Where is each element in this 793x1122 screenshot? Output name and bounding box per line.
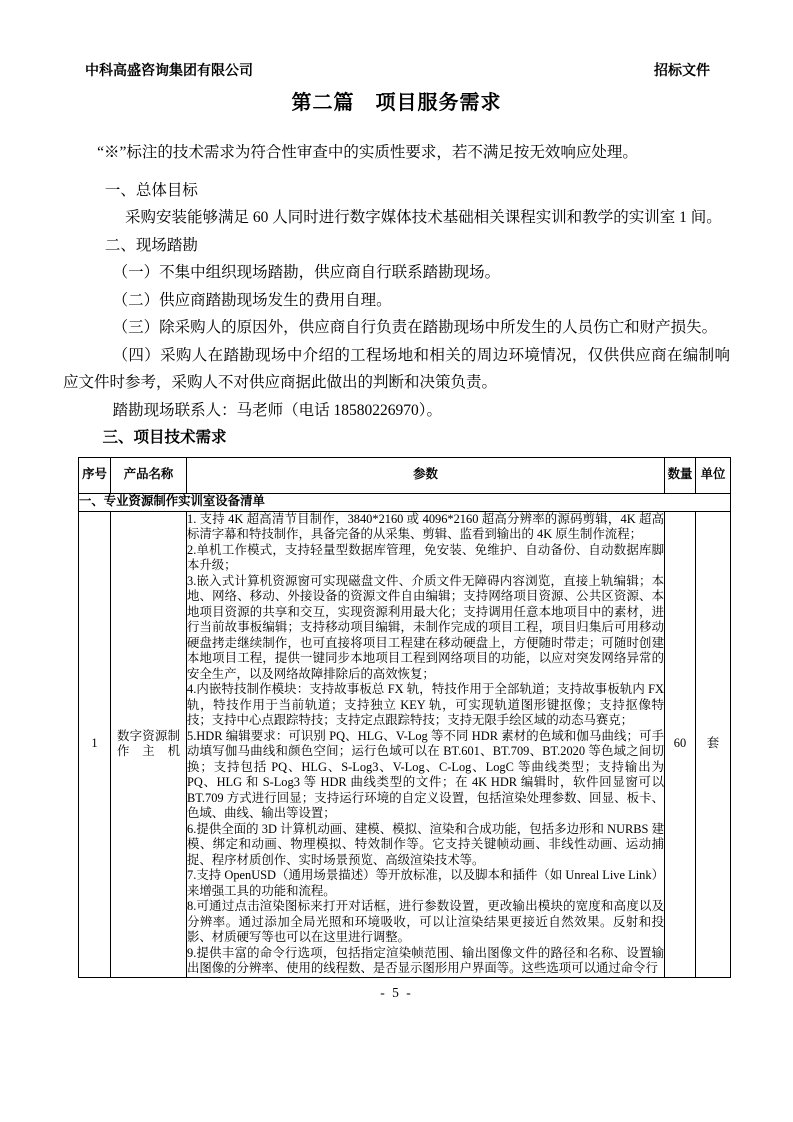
param-item-9: 9.提供丰富的命令行选项，包括指定渲染帧范围、输出图像文件的路径和名称、设置输出图像的分辨率、使用的线程数、是否显示图形用户界面等。这些选项可以通过命令行 (187, 945, 664, 975)
site-survey-contact: 踏勘现场联系人：马老师（电话 18580226970）。 (112, 401, 442, 419)
param-item-1: 1. 支持 4K 超高清节目制作，3840*2160 或 4096*2160 超高分辨率的源码剪辑，4K 超高标清字幕和特技制作，具备完备的从采集、剪辑、监看到输出的 4K 原生制作流程； (187, 511, 664, 541)
row-no: 1 (79, 511, 111, 977)
section-2-heading: 二、现场踏勘 (104, 236, 198, 254)
table-section-label: 一、专业资源制作实训室设备清单 (79, 493, 731, 511)
header-company: 中科高盛咨询集团有限公司 (85, 64, 253, 79)
section-2-item-1: （一）不集中组织现场踏勘，供应商自行联系踏勘现场。 (112, 264, 501, 281)
section-1-heading: 一、总体目标 (104, 181, 198, 199)
col-header-unit: 单位 (696, 457, 731, 493)
requirements-table (78, 457, 731, 978)
section-3-heading: 三、项目技术需求 (102, 429, 227, 446)
col-header-qty: 数量 (665, 457, 696, 493)
col-header-no: 序号 (79, 457, 111, 493)
section-2-item-2: （二）供应商踏勘现场发生的费用自理。 (112, 291, 392, 309)
notice-paragraph: “※”标注的技术需求为符合性审查中的实质性要求，若不满足按无效响应处理。 (97, 144, 638, 161)
col-header-product-name: 产品名称 (111, 457, 187, 493)
header-doc-type: 招标文件 (654, 64, 710, 79)
param-item-2: 2.单机工作模式，支持轻量型数据库管理，免安装、免维护、自动备份、自动数据库脚本升级； (187, 542, 664, 572)
row-params (187, 511, 665, 977)
section-1-body: 采购安装能够满足 60 人同时进行数字媒体技术基础相关课程实训和教学的实训室 1 间。 (125, 209, 722, 226)
document-title: 第二篇 项目服务需求 (291, 92, 502, 114)
row-qty: 60 (665, 511, 696, 977)
product-name-text: 数字资源制作主机 (117, 728, 180, 758)
param-item-4: 4.内嵌特技制作模块：支持故事板总 FX 轨，特技作用于全部轨道；支持故事板轨内 FX 轨，特技作用于当前轨道；支持独立 KEY 轨，可实现轨道图形键抠像；支持抠像特技；支持中心点跟踪特技；支持定点跟踪特技；支持无限手绘区域的动态马赛克； (187, 682, 664, 727)
row-unit: 套 (696, 511, 731, 977)
page-number: - 5 - (380, 984, 413, 1000)
table-row (79, 511, 731, 977)
table-section-row (79, 493, 731, 511)
param-item-5: 5.HDR 编辑要求：可识别 PQ、HLG、V-Log 等不同 HDR 素材的色域和伽马曲线；可手动填写伽马曲线和颜色空间；运行色域可以在 BT.601、BT.709、BT.2020 等色域之间切换；支持包括 PQ、HLG、S-Log3、V-Log、C-Log、LogC 等曲线类型；支持输出为 PQ、HLG 和 S-Log3 等 HDR 曲线类型的文件；在 4K HDR 编辑时，软件回显窗可以 BT.709 方式进行回显；支持运行环境的自定义设置，包括渲染处理参数、回显、板卡、色域、曲线、输出等设置； (187, 728, 664, 820)
page-header (85, 63, 710, 81)
param-item-8: 8.可通过点击渲染图标来打开对话框，进行参数设置，更改输出模块的宽度和高度以及分辨率。通过添加全局光照和环境吸收，可以让渲染结果更接近自然效果。反射和投影、材质硬写等也可以在这里进行调整。 (187, 899, 664, 944)
param-item-6: 6.提供全面的 3D 计算机动画、建模、模拟、渲染和合成功能，包括多边形和 NURBS 建模、绑定和动画、物理模拟、特效制作等。它支持关键帧动画、非线性动画、运动捕捉、程序材质创作、实时场景预览、高级渲染技术等。 (187, 821, 664, 867)
section-2-item-3: （三）除采购人的原因外，供应商自行负责在踏勘现场中所发生的人员伤亡和财产损失。 (112, 319, 718, 336)
section-2-item-4: （四）采购人在踏勘现场中介绍的工程场地和相关的周边环境情况，仅供供应商在编制响应文件时参考，采购人不对供应商据此做出的判断和决策负责。 (63, 346, 730, 391)
row-product-name (111, 511, 187, 977)
table-header-row (79, 457, 731, 493)
param-item-7: 7.支持 OpenUSD（通用场景描述）等开放标准，以及脚本和插件（如 Unreal Live Link）来增强工具的功能和流程。 (187, 868, 664, 898)
param-item-3: 3.嵌入式计算机资源窗可实现磁盘文件、介质文件无障碍内容浏览，直接上轨编辑；本地、网络、移动、外接设备的资源文件自由编辑；支持网络项目资源、公共区资源、本地项目资源的共享和交互，实现资源利用最大化；支持调用任意本地项目中的素材，进行当前故事板编辑；支持移动项目编辑，未制作完成的项目工程，项目归集后可用移动硬盘拷走继续制作，也可直接将项目工程建在移动硬盘上，方便随时带走；可随时创建本地项目工程，提供一键同步本地项目工程到网络项目的功能，以应对突发网络异常的安全生产，以及网络故障排除后的高效恢复； (187, 573, 664, 681)
col-header-params: 参数 (187, 457, 665, 493)
